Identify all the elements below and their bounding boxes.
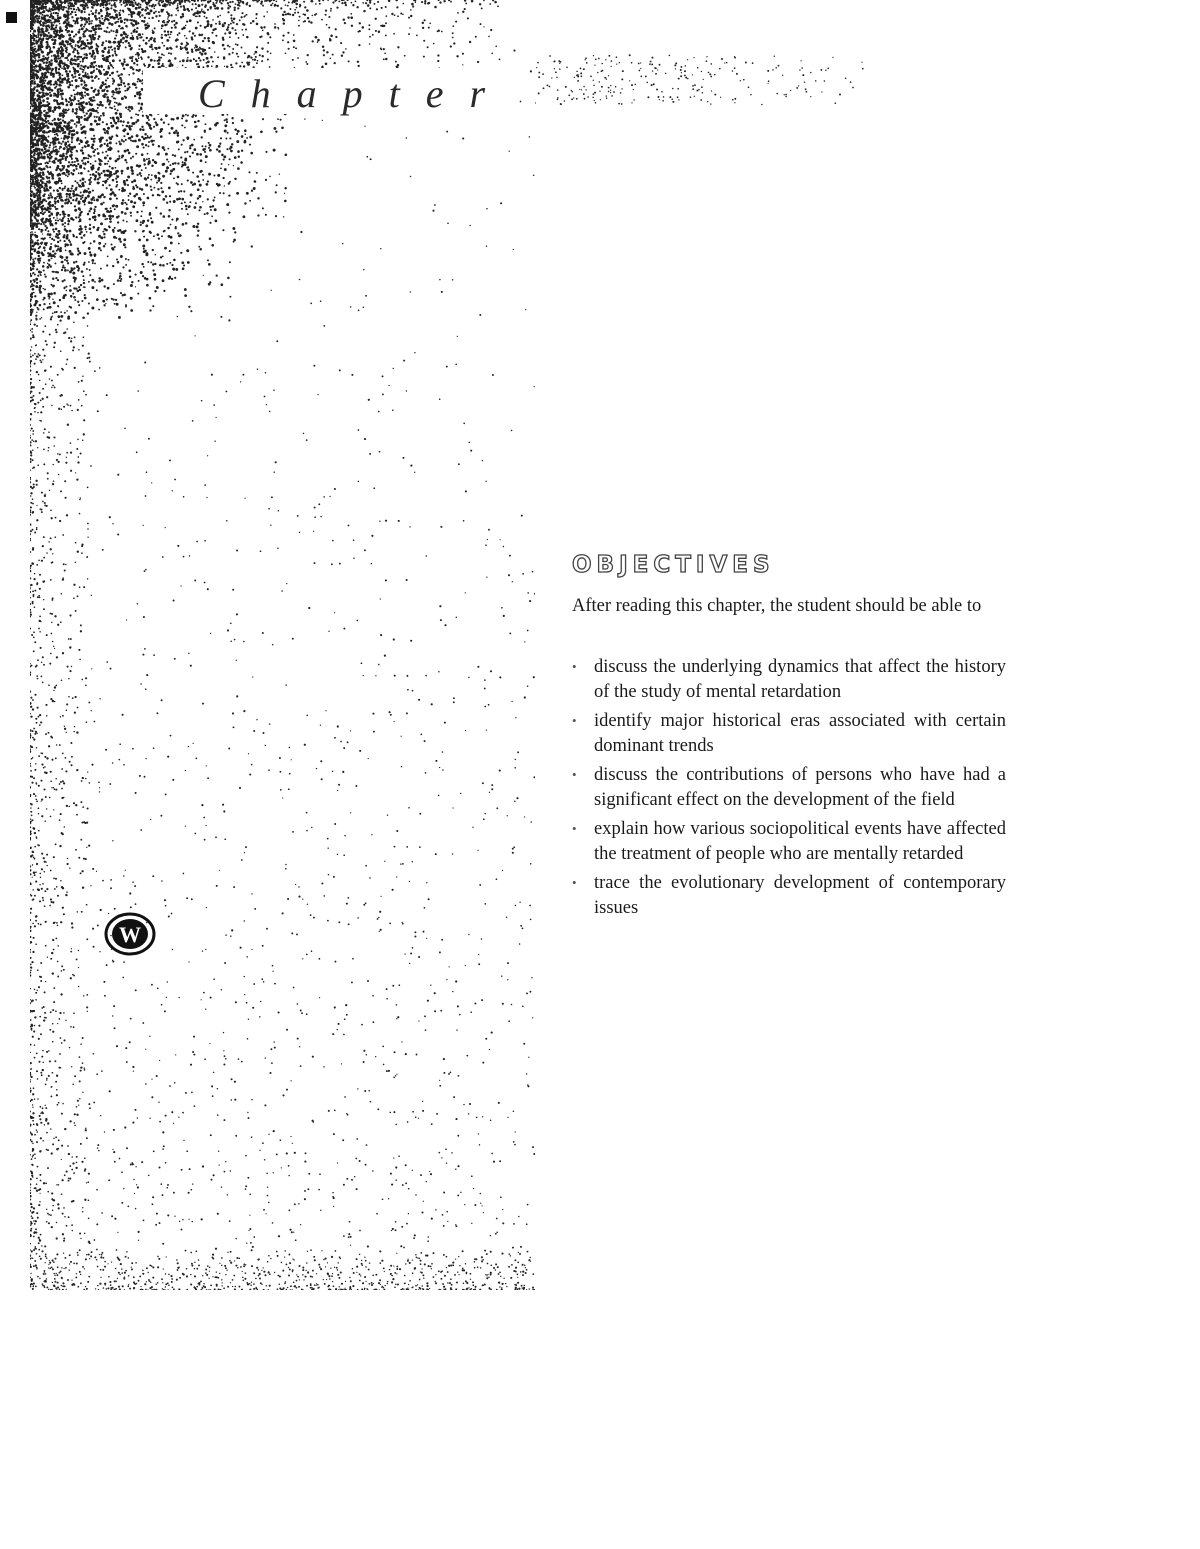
bullet-icon: • (572, 659, 577, 674)
corner-registration-mark (6, 12, 17, 23)
objective-item (572, 817, 1006, 866)
objective-item (572, 709, 1006, 758)
bullet-icon: • (572, 713, 577, 728)
objective-item (572, 763, 1006, 812)
stipple-texture-strip (535, 40, 880, 110)
chapter-label: Chapter (198, 71, 512, 116)
stipple-texture-panel (30, 0, 535, 1290)
publisher-logo (104, 912, 156, 956)
objective-text: discuss the underlying dynamics that affect the history of the study of mental retardation (594, 657, 1006, 702)
objective-item (572, 655, 1006, 704)
objectives-heading: OBJECTIVES (572, 552, 775, 578)
publisher-logo-letter: W (119, 922, 141, 947)
objective-text: explain how various sociopolitical events have affected the treatment of people who are mentally retarded (594, 819, 1006, 864)
objectives-intro: After reading this chapter, the student should be able to (572, 596, 982, 616)
objective-text: trace the evolutionary development of contemporary issues (594, 873, 1006, 918)
objective-text: identify major historical eras associated with certain dominant trends (594, 711, 1006, 756)
bullet-icon: • (572, 767, 577, 782)
bullet-icon: • (572, 821, 577, 836)
objective-text: discuss the contributions of persons who have had a significant effect on the development of the field (594, 765, 1006, 810)
bullet-icon: • (572, 875, 577, 890)
objective-item (572, 871, 1006, 920)
objectives-list (572, 655, 1006, 925)
